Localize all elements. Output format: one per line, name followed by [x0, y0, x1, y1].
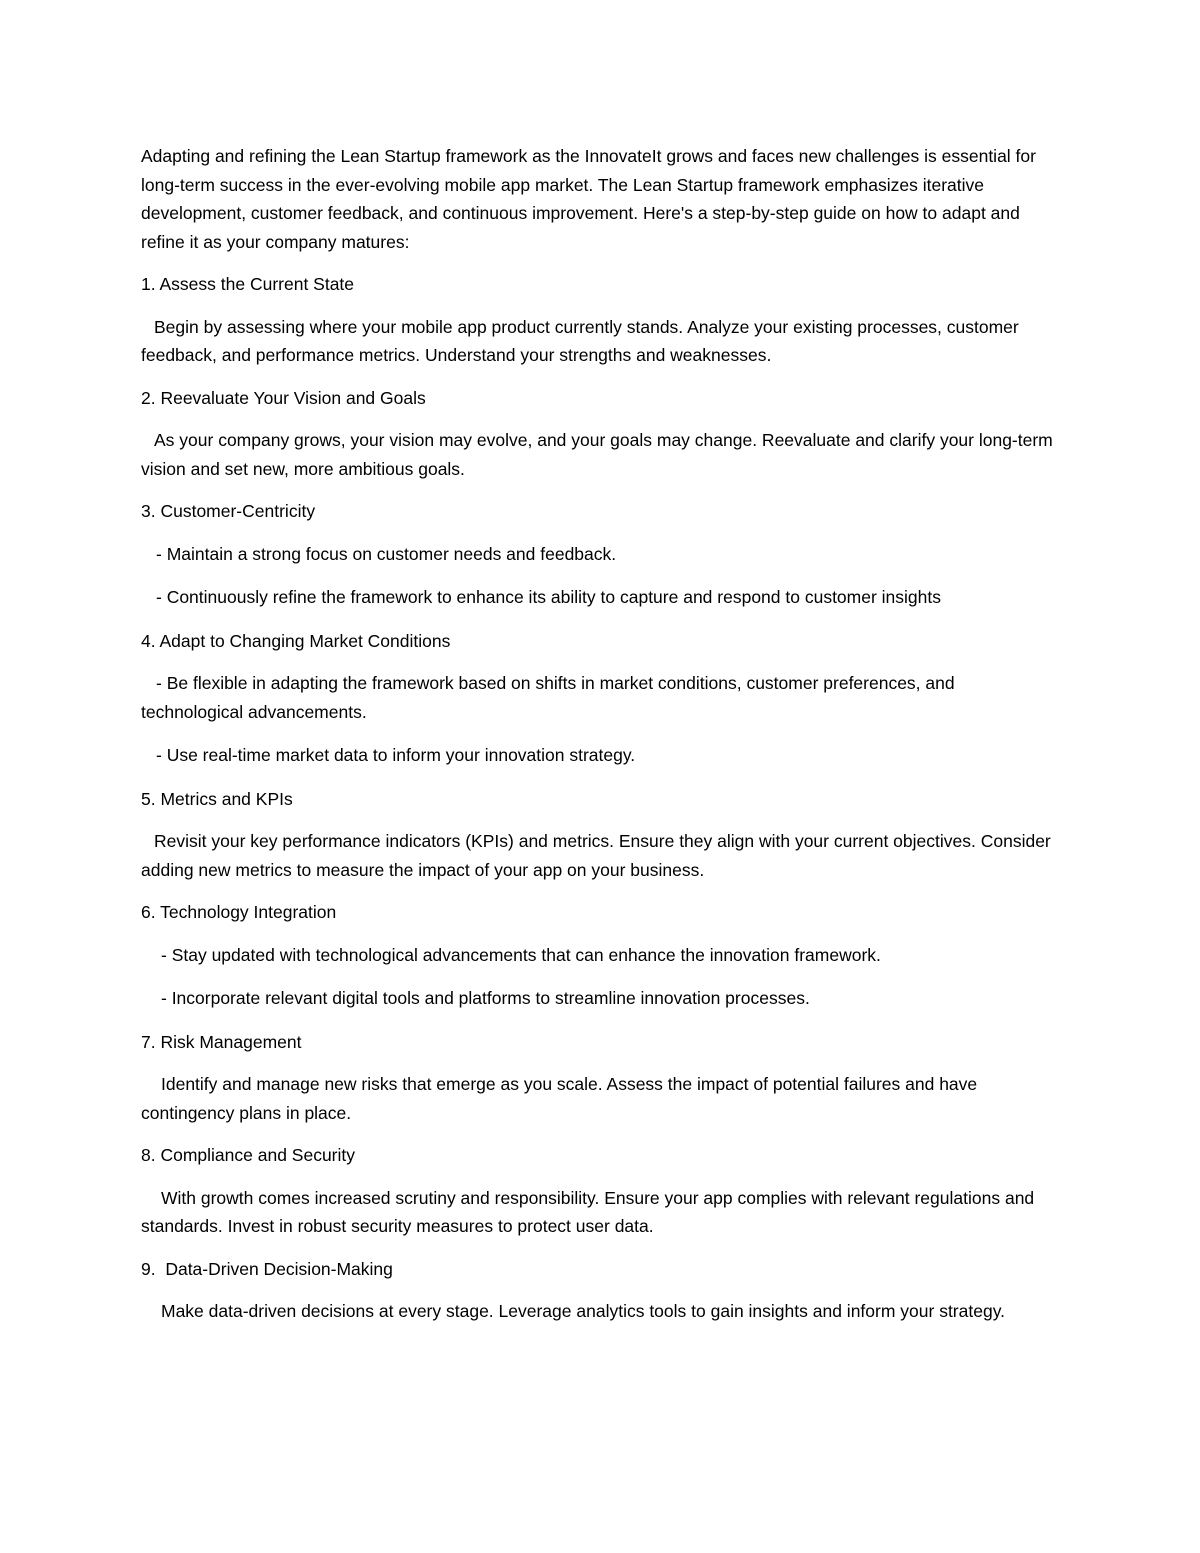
document-body	[141, 142, 1061, 1326]
section-heading-6: 6. Technology Integration	[141, 902, 337, 922]
section-heading-3: 3. Customer-Centricity	[141, 501, 316, 521]
bullet-item: - Be flexible in adapting the framework based on shifts in market conditions, customer preferences, and technological advancements.	[141, 673, 955, 722]
bullet-item: - Use real-time market data to inform your innovation strategy.	[156, 745, 636, 765]
section-heading-1: 1. Assess the Current State	[141, 274, 355, 294]
bullet-item: - Maintain a strong focus on customer needs and feedback.	[156, 543, 617, 564]
section-heading-4: 4. Adapt to Changing Market Conditions	[141, 630, 451, 651]
section-paragraph-5: Revisit your key performance indicators (KPIs) and metrics. Ensure they align with your current objectives. Consider adding new metrics to measure the impact of your app on your business.	[141, 831, 1051, 880]
bullet-item: - Incorporate relevant digital tools and platforms to streamline innovation processes.	[161, 988, 810, 1008]
intro-paragraph: Adapting and refining the Lean Startup framework as the InnovateIt grows and faces new challenges is essential for long-term success in the ever-evolving mobile app market. The Lean Startup framework emphasizes iterative development, customer feedback, and continuous improvement. Here's a step-by-step guide on how to adapt and refine it as your company matures:	[141, 146, 1036, 252]
section-heading-7: 7. Risk Management	[141, 1031, 302, 1052]
section-paragraph-9: Make data-driven decisions at every stage. Leverage analytics tools to gain insights and inform your strategy.	[161, 1301, 1006, 1321]
section-paragraph-8: With growth comes increased scrutiny and responsibility. Ensure your app complies with relevant regulations and standards. Invest in robust security measures to protect user data.	[141, 1187, 1035, 1236]
section-paragraph-2: As your company grows, your vision may evolve, and your goals may change. Reevaluate and clarify your long-term vision and set new, more ambitious goals.	[141, 430, 1053, 479]
section-paragraph-1: Begin by assessing where your mobile app product currently stands. Analyze your existing processes, customer feedback, and performance metrics. Understand your strengths and weaknesses.	[141, 316, 1019, 365]
bullet-item: - Stay updated with technological advancements that can enhance the innovation framework.	[161, 944, 881, 965]
section-paragraph-7: Identify and manage new risks that emerge as you scale. Assess the impact of potential failures and have contingency plans in place.	[141, 1074, 978, 1123]
section-heading-9: 9. Data-Driven Decision-Making	[141, 1258, 393, 1279]
section-heading-5: 5. Metrics and KPIs	[141, 788, 293, 809]
bullet-item: - Continuously refine the framework to enhance its ability to capture and respond to customer insights	[156, 587, 941, 607]
section-heading-8: 8. Compliance and Security	[141, 1145, 355, 1165]
section-heading-2: 2. Reevaluate Your Vision and Goals	[141, 387, 426, 408]
